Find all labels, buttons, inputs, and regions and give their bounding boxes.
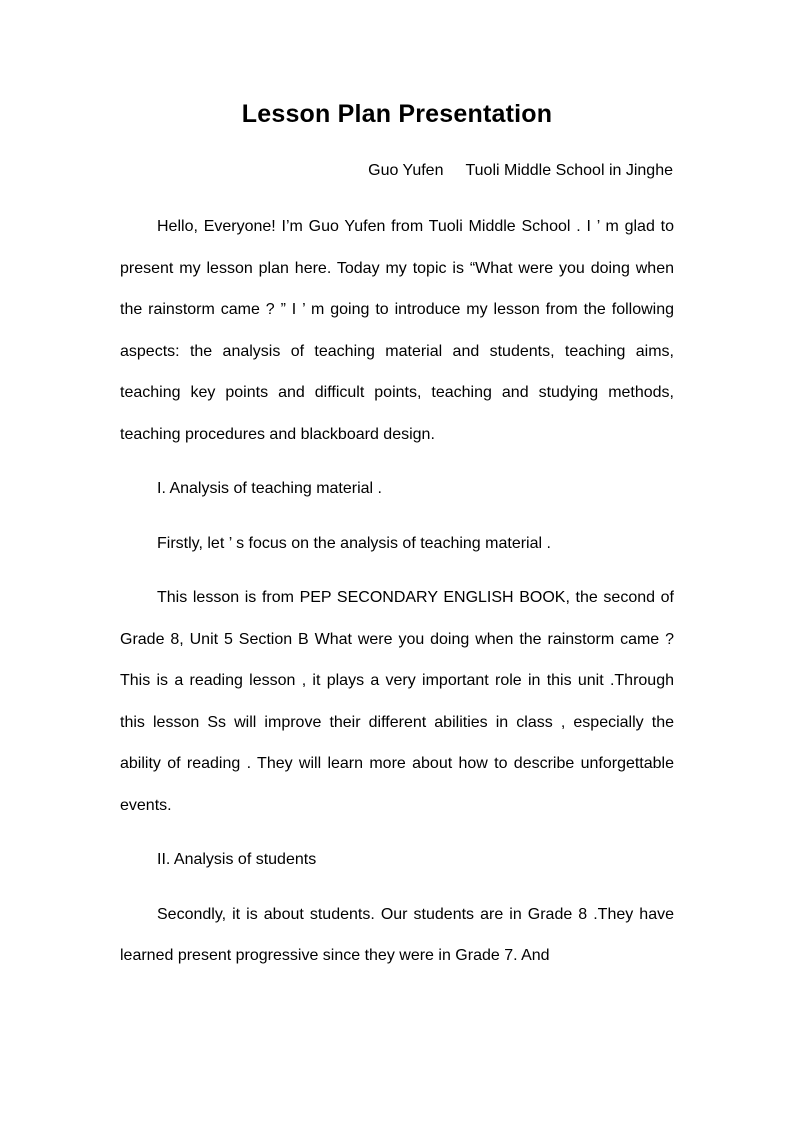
section-heading-students: II. Analysis of students xyxy=(157,851,317,868)
author-byline xyxy=(368,162,673,180)
document-body xyxy=(120,206,674,977)
students-paragraph: Secondly, it is about students. Our students are in Grade 8 .They have learned present progressive since they were in Grade 7. And xyxy=(120,905,674,964)
school-name: Tuoli Middle School in Jinghe xyxy=(465,162,673,179)
document-title: Lesson Plan Presentation xyxy=(241,100,553,128)
section-heading-teaching-material: I. Analysis of teaching material . xyxy=(157,480,382,497)
author-name: Guo Yufen xyxy=(368,162,444,179)
intro-paragraph: Hello, Everyone! I’m Guo Yufen from Tuoli Middle School . I ’ m glad to present my lesson plan here. Today my topic is “What were you doing when the rainstorm came ? ” I ’ m going to introduce my lesson from the following aspects: the analysis of teaching material and students, teaching aims, teaching key points and difficult points, teaching and studying methods, teaching procedures and blackboard design. xyxy=(120,218,674,443)
teaching-material-paragraph: This lesson is from PEP SECONDARY ENGLISH BOOK, the second of Grade 8, Unit 5 Section B What were you doing when the rainstorm came ? This is a reading lesson , it plays a very important role in this unit .Through this lesson Ss will improve their different abilities in class , especially the ability of reading . They will learn more about how to describe unforgettable events. xyxy=(120,589,674,814)
section-lead-paragraph: Firstly, let ’ s focus on the analysis of teaching material . xyxy=(157,534,551,552)
